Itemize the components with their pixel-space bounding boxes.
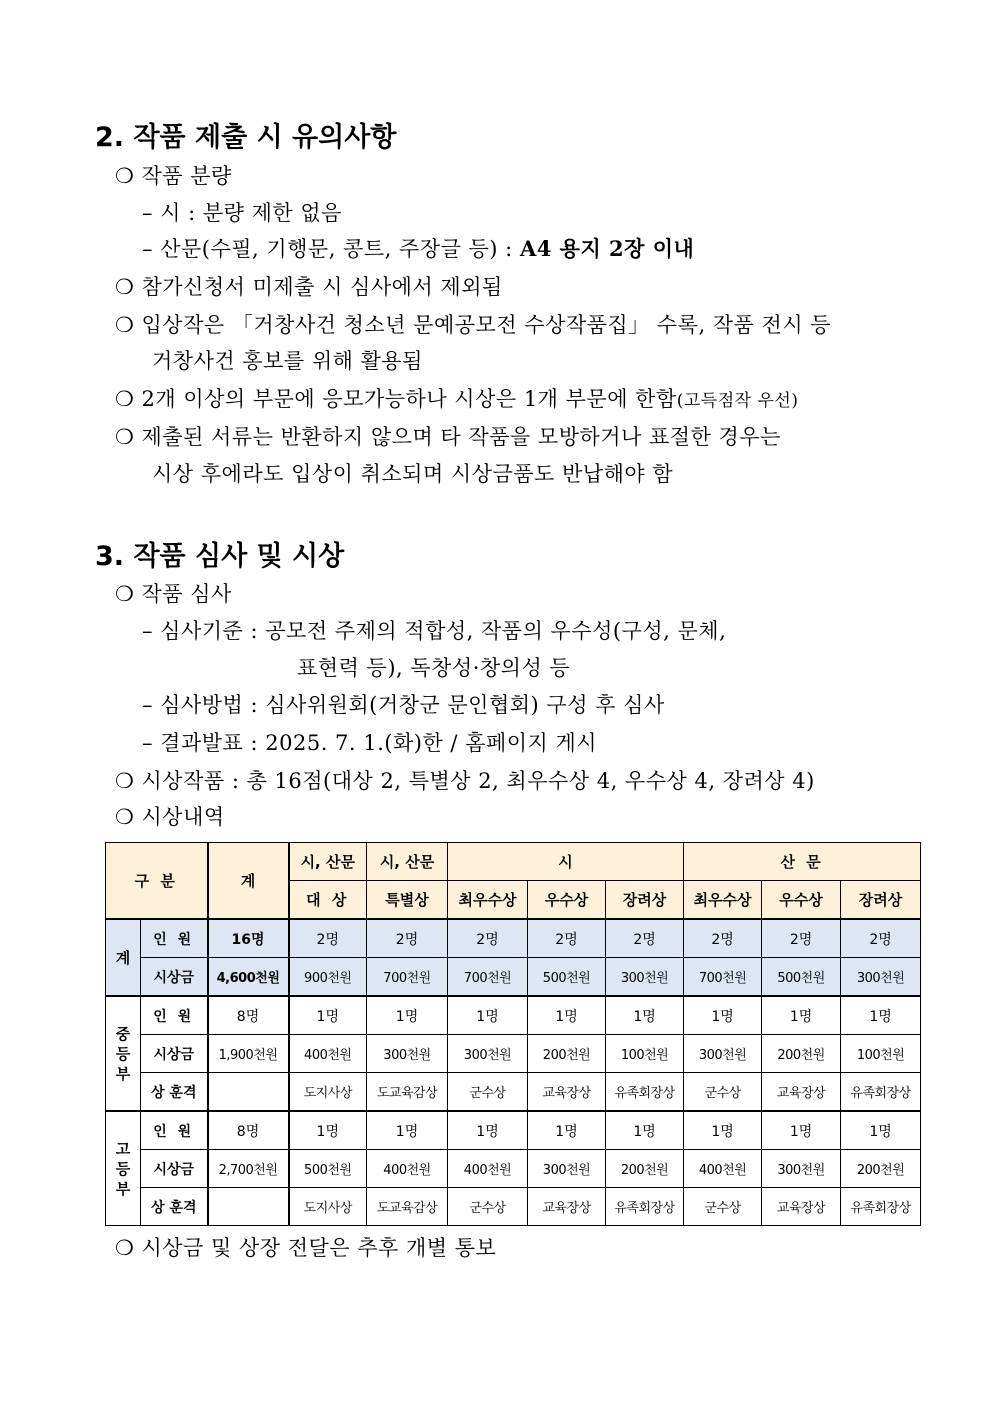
- s2-bullet-volume: ❍ 작품 분량: [115, 164, 232, 188]
- cell: 1명: [841, 996, 921, 1035]
- header-group-poem: 시: [448, 843, 684, 881]
- header-award-special: 특별상: [367, 881, 448, 920]
- s2-bullet-return-l1: ❍ 제출된 서류는 반환하지 않으며 타 작품을 모방하거나 표절한 경우는: [115, 425, 781, 449]
- cell: 교육장상: [528, 1073, 606, 1112]
- header-award-prose-excellent: 우수상: [762, 881, 841, 920]
- cell: 700천원: [367, 958, 448, 997]
- header-group1: 시, 산문: [289, 843, 367, 881]
- row-group-high: 고 등 부: [106, 1111, 141, 1226]
- cell: 2명: [684, 919, 762, 958]
- cell: 500천원: [762, 958, 841, 997]
- cell-high-count: 8명: [208, 1111, 289, 1150]
- cell: 500천원: [289, 1150, 367, 1188]
- cell: 1명: [367, 1111, 448, 1150]
- cell: 교육장상: [762, 1073, 841, 1112]
- row-label-rank: 상 훈격: [141, 1073, 208, 1112]
- cell-total-count: 16명: [208, 919, 289, 958]
- cell: 400천원: [448, 1150, 528, 1188]
- cell: 1명: [528, 996, 606, 1035]
- s2-bullet-multi-note: (고득점작 우선): [676, 391, 799, 411]
- cell: 300천원: [606, 958, 684, 997]
- cell: 100천원: [841, 1035, 921, 1073]
- cell: 군수상: [684, 1073, 762, 1112]
- cell: 2명: [606, 919, 684, 958]
- row-label-prize: 시상금: [141, 1035, 208, 1073]
- cell: 유족회장상: [841, 1188, 921, 1226]
- cell: 300천원: [528, 1150, 606, 1188]
- header-award-poem-excellent: 우수상: [528, 881, 606, 920]
- cell-middle-rank-empty: [208, 1073, 289, 1112]
- section3-title: 3. 작품 심사 및 시상: [95, 541, 345, 572]
- s2-volume-prose-text: – 산문(수필, 기행문, 콩트, 주장글 등) :: [142, 237, 520, 261]
- cell: 300천원: [841, 958, 921, 997]
- s2-bullet-multi-text: ❍ 2개 이상의 부문에 응모가능하나 시상은 1개 부문에 한함: [115, 387, 677, 411]
- cell-middle-count: 8명: [208, 996, 289, 1035]
- cell: 1명: [762, 1111, 841, 1150]
- header-award-poem-encourage: 장려상: [606, 881, 684, 920]
- s3-bullet-details: ❍ 시상내역: [115, 805, 225, 829]
- header-award-prose-best: 최우수상: [684, 881, 762, 920]
- cell: 군수상: [684, 1188, 762, 1226]
- header-group-prose: 산 문: [684, 843, 921, 881]
- row-label-prize: 시상금: [141, 1150, 208, 1188]
- cell: 1명: [289, 1111, 367, 1150]
- cell: 2명: [289, 919, 367, 958]
- cell: 300천원: [367, 1035, 448, 1073]
- cell: 유족회장상: [606, 1188, 684, 1226]
- cell: 2명: [528, 919, 606, 958]
- s3-bullet-count: ❍ 시상작품 : 총 16점(대상 2, 특별상 2, 최우수상 4, 우수상 4, 장려상 4): [115, 769, 815, 793]
- s2-bullet-usage-l1: ❍ 입상작은 「거창사건 청소년 문예공모전 수상작품집」 수록, 작품 전시 등: [115, 313, 832, 337]
- cell: 도교육감상: [367, 1073, 448, 1112]
- cell: 2명: [448, 919, 528, 958]
- row-label-rank: 상 훈격: [141, 1188, 208, 1226]
- s3-criteria-l2: 표현력 등), 독창성·창의성 등: [297, 656, 571, 680]
- cell: 400천원: [367, 1150, 448, 1188]
- cell: 1명: [289, 996, 367, 1035]
- cell: 200천원: [762, 1035, 841, 1073]
- row-label-count: 인 원: [141, 1111, 208, 1150]
- s2-volume-prose-limit: A4 용지 2장 이내: [519, 236, 695, 261]
- cell: 1명: [528, 1111, 606, 1150]
- cell: 도지사상: [289, 1073, 367, 1112]
- cell: 700천원: [684, 958, 762, 997]
- cell: 1명: [448, 1111, 528, 1150]
- cell: 1명: [606, 1111, 684, 1150]
- cell: 400천원: [684, 1150, 762, 1188]
- row-label-count: 인 원: [141, 919, 208, 958]
- cell: 300천원: [762, 1150, 841, 1188]
- header-award-prose-encourage: 장려상: [841, 881, 921, 920]
- cell-high-rank-empty: [208, 1188, 289, 1226]
- header-award-poem-best: 최우수상: [448, 881, 528, 920]
- cell: 1명: [684, 996, 762, 1035]
- cell: 1명: [684, 1111, 762, 1150]
- row-group-total: 계: [106, 919, 141, 996]
- cell: 200천원: [528, 1035, 606, 1073]
- cell: 200천원: [841, 1150, 921, 1188]
- header-group2: 시, 산문: [367, 843, 448, 881]
- cell: 1명: [448, 996, 528, 1035]
- s3-method: – 심사방법 : 심사위원회(거창군 문인협회) 구성 후 심사: [142, 693, 665, 717]
- s2-bullet-usage-l2: 거창사건 홍보를 위해 활용됨: [152, 349, 423, 373]
- cell-total-prize: 4,600천원: [208, 958, 289, 997]
- s3-bullet-notice: ❍ 시상금 및 상장 전달은 추후 개별 통보: [115, 1236, 497, 1260]
- cell: 400천원: [289, 1035, 367, 1073]
- cell: 2명: [762, 919, 841, 958]
- cell: 200천원: [606, 1150, 684, 1188]
- cell: 500천원: [528, 958, 606, 997]
- s3-criteria-l1: – 심사기준 : 공모전 주제의 적합성, 작품의 우수성(구성, 문체,: [142, 619, 727, 643]
- cell: 교육장상: [528, 1188, 606, 1226]
- cell: 도지사상: [289, 1188, 367, 1226]
- cell: 2명: [841, 919, 921, 958]
- cell: 군수상: [448, 1188, 528, 1226]
- cell: 300천원: [684, 1035, 762, 1073]
- cell: 300천원: [448, 1035, 528, 1073]
- row-label-count: 인 원: [141, 996, 208, 1035]
- s2-bullet-return-l2: 시상 후에라도 입상이 취소되며 시상금품도 반납해야 함: [152, 462, 674, 486]
- cell: 도교육감상: [367, 1188, 448, 1226]
- cell: 2명: [367, 919, 448, 958]
- cell: 1명: [841, 1111, 921, 1150]
- section2-title: 2. 작품 제출 시 유의사항: [95, 122, 397, 153]
- s3-result: – 결과발표 : 2025. 7. 1.(화)한 / 홈페이지 게시: [142, 731, 598, 755]
- cell: 유족회장상: [841, 1073, 921, 1112]
- s2-bullet-multi: [115, 383, 798, 413]
- cell-high-prize: 2,700천원: [208, 1150, 289, 1188]
- cell: 1명: [762, 996, 841, 1035]
- cell: 교육장상: [762, 1188, 841, 1226]
- award-table: [105, 842, 921, 1226]
- cell: 유족회장상: [606, 1073, 684, 1112]
- s2-volume-prose: [142, 233, 694, 263]
- s3-bullet-review: ❍ 작품 심사: [115, 582, 232, 606]
- cell-middle-prize: 1,900천원: [208, 1035, 289, 1073]
- cell: 900천원: [289, 958, 367, 997]
- s2-volume-poem: – 시 : 분량 제한 없음: [142, 201, 342, 225]
- cell: 1명: [367, 996, 448, 1035]
- row-group-middle: 중 등 부: [106, 996, 141, 1111]
- header-award-grand: 대 상: [289, 881, 367, 920]
- header-gubun: 구 분: [106, 843, 208, 920]
- cell: 1명: [606, 996, 684, 1035]
- s2-bullet-application: ❍ 참가신청서 미제출 시 심사에서 제외됨: [115, 275, 503, 299]
- cell: 100천원: [606, 1035, 684, 1073]
- row-label-prize: 시상금: [141, 958, 208, 997]
- cell: 700천원: [448, 958, 528, 997]
- cell: 군수상: [448, 1073, 528, 1112]
- header-total: 계: [208, 843, 289, 920]
